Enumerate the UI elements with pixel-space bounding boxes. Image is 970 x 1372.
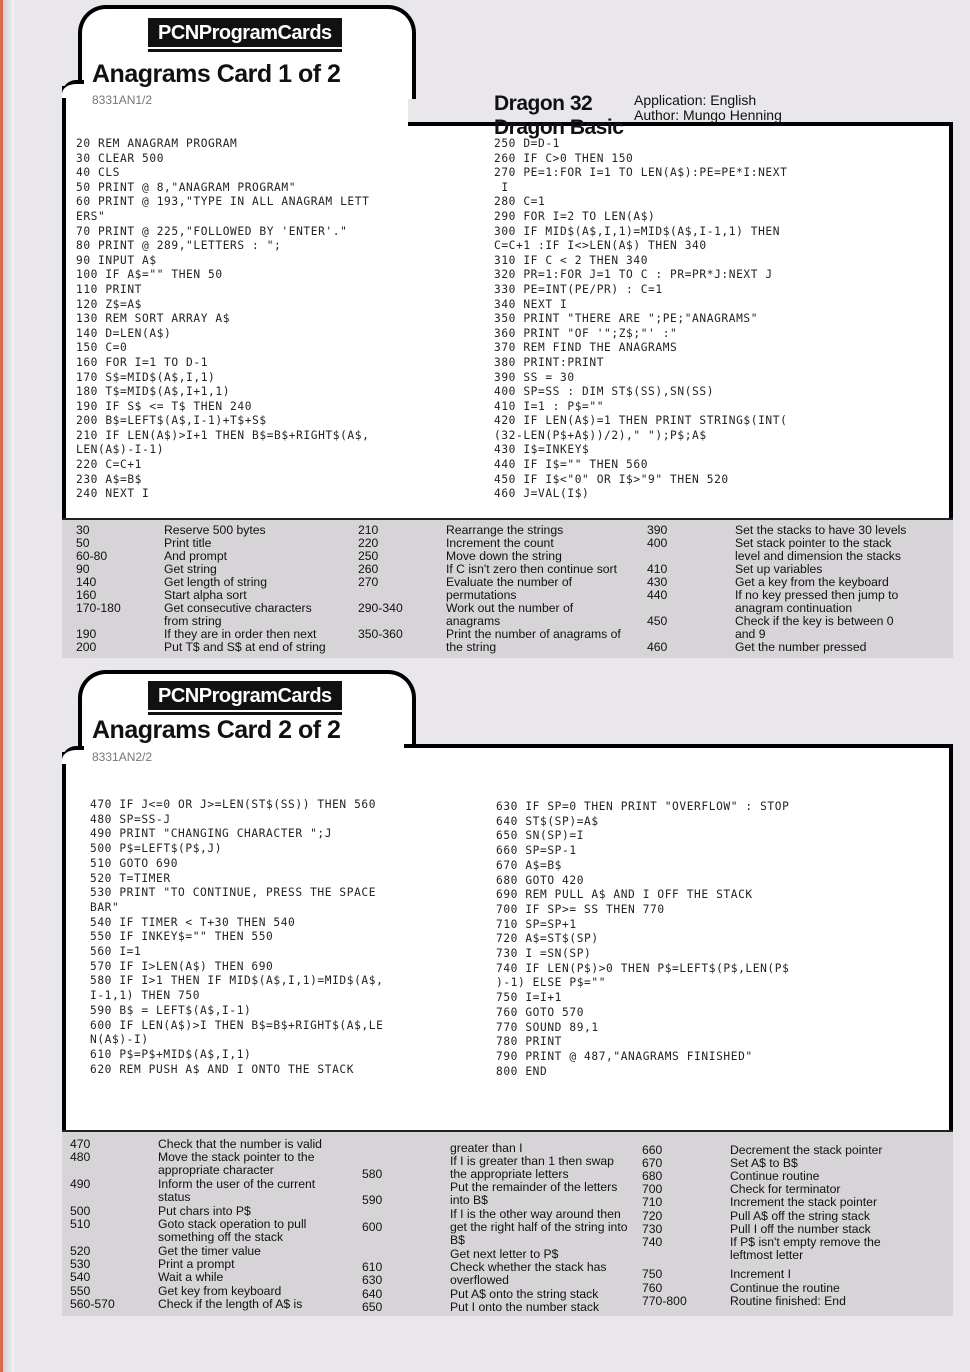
card-1-code: 8331AN1/2 [92, 93, 153, 107]
machine-label [494, 92, 623, 140]
card-1-title: Anagrams Card 1 of 2 [92, 60, 341, 88]
card-2-code: 8331AN2/2 [92, 750, 153, 764]
app-info [634, 93, 782, 123]
brand-logo: PCNProgramCards [148, 18, 342, 47]
card-1-notes: 30 Reserve 500 bytes 50 Print title 60-80 And prompt 90 Get string 140 Get length of string 160 Start alpha sort 170-180 Get consecutive characters from string 190 If they are in order then next 200 Put T$ and S$ at end of string 210 Rearrange the strings 220 Increment the count 250 Move down the string 260 If C isn't zero then continue sort 270 Evaluate the number of permutations 290-340 Work out the number of anagrams 350-360 Print the number of anagrams of the string 390 Set the stacks to have 30 levels 400 Set stack pointer to the stack level and dimension the stacks 410 Set up variables 430 Get a key from the keyboard 440 If no key pressed then jump to anagram continuation 450 Check if the key is between 0 and 9 460 Get the number pressed [62, 518, 953, 658]
card-1-listing-left: 20 REM ANAGRAM PROGRAM 30 CLEAR 500 40 CLS 50 PRINT @ 8,"ANAGRAM PROGRAM" 60 PRINT @ 193,"TYPE IN ALL ANAGRAM LETT ERS" 70 PRINT @ 225,"FOLLOWED BY 'ENTER'." 80 PRINT @ 289,"LETTERS : "; 90 INPUT A$ 100 IF A$="" THEN 50 110 PRINT 120 Z$=A$ 130 REM SORT ARRAY A$ 140 D=LEN(A$) 150 C=0 160 FOR I=1 TO D-1 170 S$=MID$(A$,I,1) 180 T$=MID$(A$,I+1,1) 190 IF S$ <= T$ THEN 240 200 B$=LEFT$(A$,I-1)+T$+S$ 210 IF LEN(A$)>I+1 THEN B$=B$+RIGHT$(A$, LEN(A$)-I-1) 220 C=C+1 230 A$=B$ 240 NEXT I [76, 137, 370, 501]
machine-name: Dragon 32 [494, 92, 593, 115]
card-2-listing-left: 470 IF J<=0 OR J>=LEN(ST$(SS)) THEN 560 480 SP=SS-J 490 PRINT "CHANGING CHARACTER ";J 500 P$=LEFT$(P$,J) 510 GOTO 690 520 T=TIMER 530 PRINT "TO CONTINUE, PRESS THE SPACE BAR" 540 IF TIMER < T+30 THEN 540 550 IF INKEY$="" THEN 550 560 I=1 570 IF I>LEN(A$) THEN 690 580 IF I>1 THEN IF MID$(A$,I,1)=MID$(A$, I-1,1) THEN 750 590 B$ = LEFT$(A$,I-1) 600 IF LEN(A$)>I THEN B$=B$+RIGHT$(A$,LE N(A$)-I) 610 P$=P$+MID$(A$,I,1) 620 REM PUSH A$ AND I ONTO THE STACK [90, 798, 384, 1076]
author-text: Author: Mungo Henning [634, 107, 782, 123]
brand-logo: PCNProgramCards [148, 681, 342, 710]
machine-language: Dragon Basic [494, 116, 624, 139]
application-text: Application: English [634, 92, 757, 108]
card-2-listing-right: 630 IF SP=0 THEN PRINT "OVERFLOW" : STOP 640 ST$(SP)=A$ 650 SN(SP)=I 660 SP=SP-1 670 A$=B$ 680 GOTO 420 690 REM PULL A$ AND I OFF THE STACK 700 IF SP>= SS THEN 770 710 SP=SP+1 720 A$=ST$(SP) 730 I =SN(SP) 740 IF LEN(P$)>0 THEN P$=LEFT$(P$,LEN(P$ )-1) ELSE P$="" 750 I=I+1 760 GOTO 570 770 SOUND 89,1 780 PRINT 790 PRINT @ 487,"ANAGRAMS FINISHED" 800 END [496, 800, 790, 1078]
card-1-listing-right: 250 D=D-1 260 IF C>0 THEN 150 270 PE=1:FOR I=1 TO LEN(A$):PE=PE*I:NEXT I 280 C=1 290 FOR I=2 TO LEN(A$) 300 IF MID$(A$,I,1)=MID$(A$,I-1,1) THEN C=C+1 :IF I<>LEN(A$) THEN 340 310 IF C < 2 THEN 340 320 PR=1:FOR J=1 TO C : PR=PR*J:NEXT J 330 PE=INT(PE/PR) : C=1 340 NEXT I 350 PRINT "THERE ARE ";PE;"ANAGRAMS" 360 PRINT "OF '";Z$;"' :" 370 REM FIND THE ANAGRAMS 380 PRINT:PRINT 390 SS = 30 400 SP=SS : DIM ST$(SS),SN(SS) 410 I=1 : P$="" 420 IF LEN(A$)=1 THEN PRINT STRING$(INT( (32-LEN(P$+A$))/2)," ");P$;A$ 430 I$=INKEY$ 440 IF I$="" THEN 560 450 IF I$<"0" OR I$>"9" THEN 520 460 J=VAL(I$) [494, 137, 788, 501]
page-edge [0, 0, 3, 1372]
card-2-notes: 470 Check that the number is valid 480 Move the stack pointer to the appropriate character 490 Inform the user of the current status 500 Put chars into P$ 510 Goto stack operation to pull something off the stack 520 Get the timer value 530 Print a prompt 540 Wait a while 550 Get key from keyboard 560-570 Check if the length of A$ is greater than I If I is greater than 1 then swap 580 the appropriate letters Put the remainder of the letters 590 into B$ If I is the other way around then 600 get the right half of the string into B$ Get next letter to P$ 610 Check whether the stack has 630 overflowed 640 Put A$ onto the string stack 650 Put I onto the number stack 660 Decrement the stack pointer 670 Set A$ to B$ 680 Continue routine 700 Check for terminator 710 Increment the stack pointer 720 Pull A$ off the string stack 730 Pull I off the number stack 740 If P$ isn't empty remove the leftmost letter 750 Increment I 760 Continue the routine 770-800 Routine finished: End [62, 1130, 953, 1316]
card-2-title: Anagrams Card 2 of 2 [92, 716, 341, 744]
